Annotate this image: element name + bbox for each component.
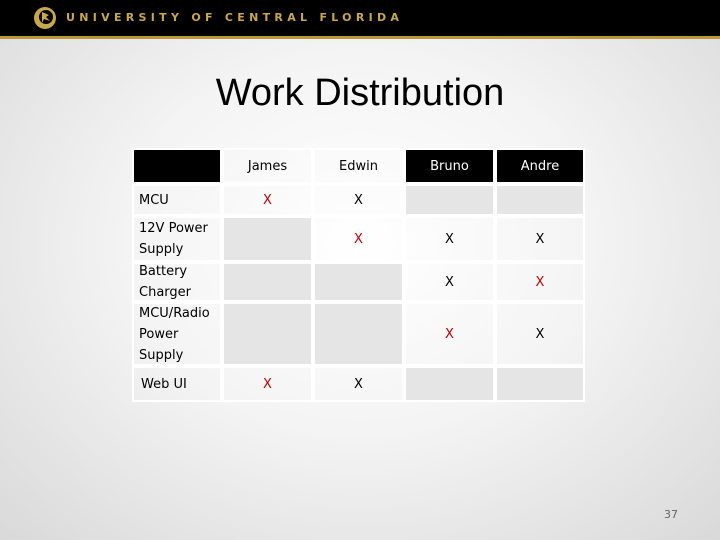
column-header-andre: Andre — [495, 148, 585, 184]
banner-divider — [0, 36, 720, 39]
row-label-mcu-radio-power-supply: MCU/Radio Power Supply — [132, 302, 222, 366]
table-cell — [495, 302, 585, 366]
table-cell — [313, 366, 404, 402]
table-cell — [313, 184, 404, 216]
table-cell — [495, 366, 585, 402]
table-cell — [404, 184, 495, 216]
column-header-edwin: Edwin — [313, 148, 404, 184]
assignment-mark: X — [263, 192, 272, 208]
table-cell — [404, 302, 495, 366]
row-label-mcu: MCU — [132, 184, 222, 216]
column-header-bruno: Bruno — [404, 148, 495, 184]
assignment-mark: X — [535, 326, 545, 342]
assignment-mark: X — [354, 376, 363, 392]
assignment-mark: X — [354, 192, 363, 208]
ucf-pegasus-icon — [33, 6, 57, 30]
table-cell — [313, 262, 404, 302]
table-cell — [222, 366, 313, 402]
table-cell — [404, 366, 495, 402]
work-distribution-table — [132, 148, 585, 402]
table-cell — [222, 216, 313, 262]
assignment-mark: X — [445, 326, 454, 342]
assignment-mark: X — [263, 376, 272, 392]
table-cell — [222, 184, 313, 216]
assignment-mark: X — [445, 231, 454, 247]
table-cell — [495, 216, 585, 262]
top-banner — [0, 0, 720, 36]
assignment-mark: X — [354, 231, 363, 247]
assignment-mark: X — [445, 274, 454, 290]
table-cell — [222, 302, 313, 366]
column-header-james: James — [222, 148, 313, 184]
table-cell — [313, 216, 404, 262]
table-cell — [495, 184, 585, 216]
table-cell — [404, 216, 495, 262]
slide-title: Work Distribution — [215, 72, 505, 114]
table-corner-cell — [132, 148, 222, 184]
row-label-battery-charger: Battery Charger — [132, 262, 222, 302]
assignment-mark: X — [535, 274, 545, 290]
row-label-web-ui: Web UI — [132, 366, 222, 402]
row-label-12v-power-supply: 12V Power Supply — [132, 216, 222, 262]
table-cell — [313, 302, 404, 366]
table-cell — [222, 262, 313, 302]
page-number: 37 — [664, 508, 678, 521]
table-cell — [404, 262, 495, 302]
table-cell — [495, 262, 585, 302]
university-name: UNIVERSITY OF CENTRAL FLORIDA — [66, 11, 404, 24]
assignment-mark: X — [535, 231, 545, 247]
